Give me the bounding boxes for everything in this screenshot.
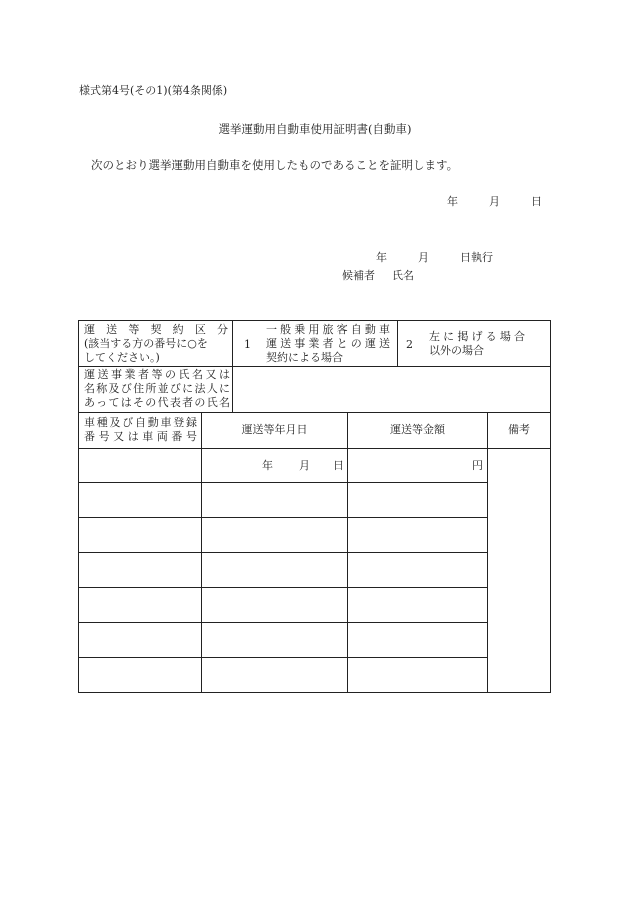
row-1-year: 年 — [262, 459, 273, 472]
exec-day: 日執行 — [460, 251, 493, 264]
option-1-line-1: 一般乗用旅客自動車 — [266, 323, 390, 336]
remarks-header: 備考 — [508, 423, 530, 436]
vehicle-header-line-2: 番号又は車両番号 — [84, 430, 197, 443]
option-1-line-2: 運送事業者との運送 — [266, 337, 390, 350]
contract-type-title: 運送等契約区分 — [84, 323, 228, 336]
date-year: 年 — [447, 195, 458, 208]
option-2-number[interactable]: 2 — [406, 338, 413, 351]
vehicle-header — [84, 416, 197, 444]
row-1-month: 月 — [299, 459, 310, 472]
option-1-line-3: 契約による場合 — [266, 351, 343, 364]
remarks-cell[interactable] — [488, 449, 550, 692]
row-1-yen: 円 — [472, 459, 483, 472]
form-number: 様式第4号(その1)(第4条関係) — [79, 84, 228, 97]
option-2-line-2: 以外の場合 — [429, 344, 484, 357]
document-title: 選挙運動用自動車使用証明書(自動車) — [218, 122, 412, 136]
operator-line-2: 名称及び住所並びに法人に — [84, 382, 230, 395]
candidate-name-label: 氏名 — [392, 269, 414, 282]
certification-date — [447, 193, 542, 209]
exec-year: 年 — [376, 251, 387, 264]
contract-type-hint-1: (該当する方の番号に○を — [84, 337, 208, 350]
date-header: 運送等年月日 — [241, 423, 308, 436]
contract-type-label — [84, 323, 228, 365]
row-1-day: 日 — [333, 459, 344, 472]
operator-label — [84, 368, 230, 410]
vehicle-header-line-1: 車種及び自動車登録 — [84, 416, 197, 429]
contract-type-hint-2: してください。) — [84, 351, 160, 364]
operator-line-3: あってはその代表者の氏名 — [84, 396, 230, 409]
candidate-label: 候補者 — [342, 269, 375, 282]
election-date — [376, 249, 493, 265]
option-1-number[interactable]: 1 — [244, 338, 251, 351]
certification-statement: 次のとおり選挙運動用自動車を使用したものであることを証明します。 — [91, 158, 459, 172]
operator-field[interactable] — [233, 367, 550, 412]
date-day: 日 — [531, 195, 542, 208]
vehicle-cell[interactable] — [79, 449, 201, 482]
option-2-line-1: 左に掲げる場合 — [429, 330, 525, 343]
exec-month: 月 — [418, 251, 429, 264]
option-1-label — [266, 323, 390, 365]
option-2-label — [429, 330, 525, 358]
amount-header: 運送等金額 — [390, 423, 445, 436]
date-month: 月 — [489, 195, 500, 208]
operator-line-1: 運送事業者等の氏名又は — [84, 368, 230, 381]
candidate-line — [342, 267, 414, 283]
